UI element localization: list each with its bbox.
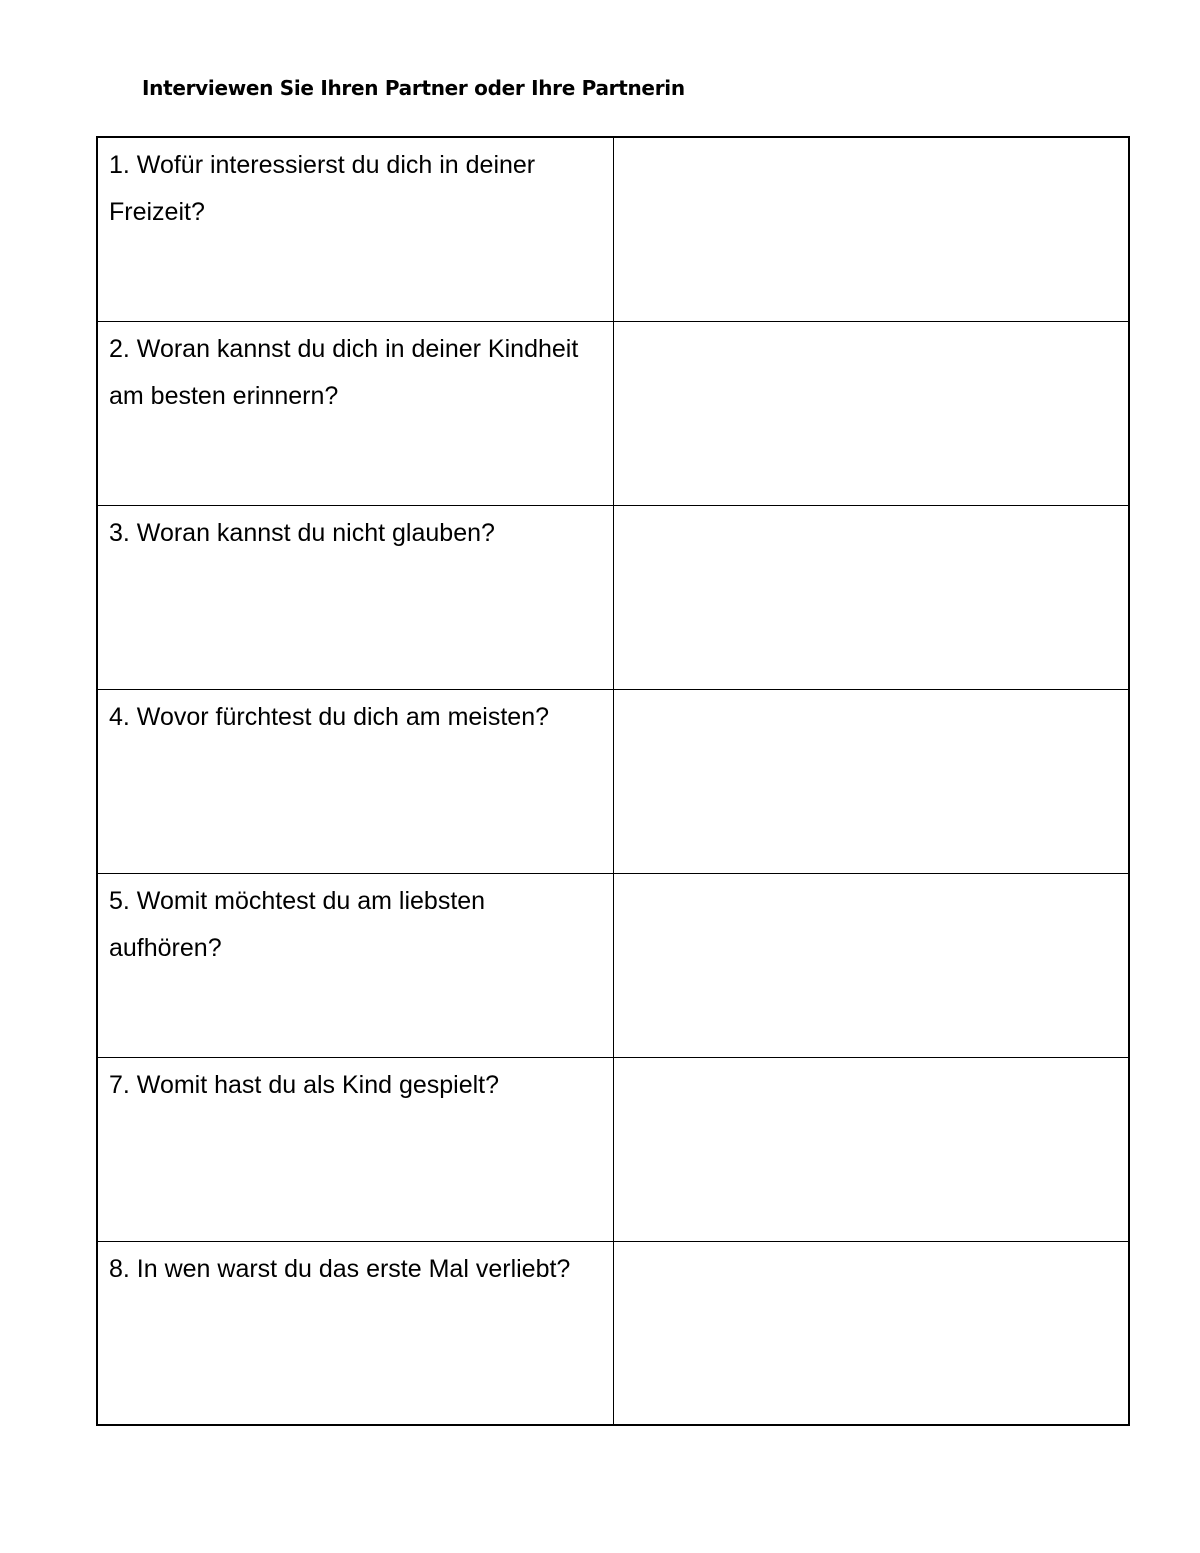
table-row <box>97 505 1129 689</box>
table-row <box>97 137 1129 321</box>
answer-cell[interactable] <box>613 505 1129 689</box>
answer-cell[interactable] <box>613 873 1129 1057</box>
answer-cell[interactable] <box>613 1057 1129 1241</box>
answer-cell[interactable] <box>613 137 1129 321</box>
question-cell <box>97 321 613 505</box>
question-text: 4. Wovor fürchtest du dich am meisten? <box>109 702 550 731</box>
question-cell <box>97 1057 613 1241</box>
table-row <box>97 1241 1129 1425</box>
question-cell <box>97 873 613 1057</box>
question-cell <box>97 137 613 321</box>
interview-table <box>96 136 1130 1426</box>
question-text: 1. Wofür interessierst du dich in deiner Freizeit? <box>109 151 536 226</box>
answer-cell[interactable] <box>613 321 1129 505</box>
question-text: 8. In wen warst du das erste Mal verliebt? <box>109 1254 571 1283</box>
answer-cell[interactable] <box>613 689 1129 873</box>
table-row <box>97 1057 1129 1241</box>
table-row <box>97 873 1129 1057</box>
page-title: Interviewen Sie Ihren Partner oder Ihre Partnerin <box>142 76 685 100</box>
question-cell <box>97 505 613 689</box>
question-text: 5. Womit möchtest du am liebsten aufhören? <box>109 886 486 962</box>
table-row <box>97 689 1129 873</box>
question-text: 3. Woran kannst du nicht glauben? <box>109 518 495 547</box>
table-row <box>97 321 1129 505</box>
question-text: 2. Woran kannst du dich in deiner Kindheit am besten erinnern? <box>109 334 579 410</box>
question-cell <box>97 1241 613 1425</box>
answer-cell[interactable] <box>613 1241 1129 1425</box>
question-text: 7. Womit hast du als Kind gespielt? <box>109 1070 500 1099</box>
question-cell <box>97 689 613 873</box>
